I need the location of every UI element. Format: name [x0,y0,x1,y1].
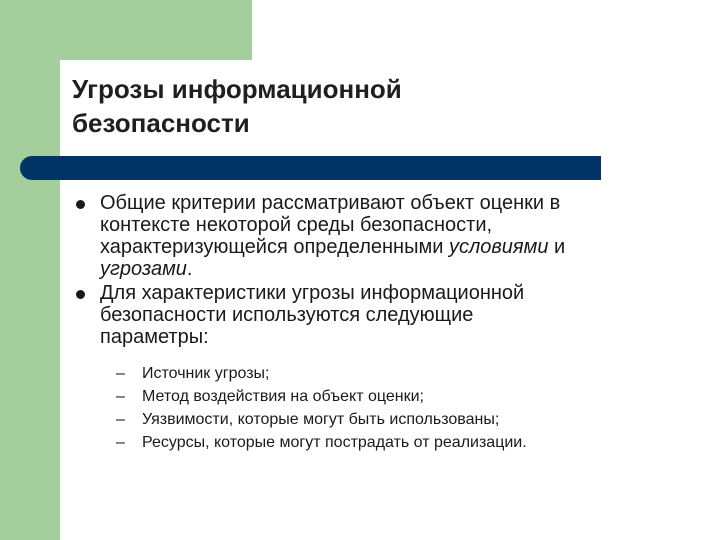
decor-green-left [0,0,60,540]
sub-list-item [116,362,702,385]
dash-icon: – [116,365,125,382]
sub-list-item [116,385,702,408]
emphasis-conditions: условиями [448,236,549,258]
sub-item-text: Уязвимости, которые могут быть использованы; [142,411,500,428]
title-divider-bar [20,156,601,180]
bullet-item-1 [72,192,702,280]
sub-item-text: Метод воздействия на объект оценки; [142,388,424,405]
bullet-1-line-3 [100,236,702,258]
slide-title [72,72,632,140]
bullet-1-line-4-tail: . [186,258,193,280]
bullet-1-line-3-tail: и [548,236,566,258]
bullet-1-line-2: контексте некоторой среды безопасности, [100,214,493,236]
dash-icon: – [116,388,125,405]
title-line-1: Угрозы информационной [72,74,402,104]
emphasis-threats: угрозами [100,258,187,280]
bullet-dot-icon [76,290,85,299]
sub-list [72,362,702,454]
sub-item-text: Ресурсы, которые могут пострадать от реализации. [142,434,527,451]
sub-list-item [116,408,702,431]
bullet-item-2 [72,282,702,348]
bullet-2-line-3: параметры: [100,326,209,348]
bullet-1-line-3-text: характеризующейся определенными [100,236,449,258]
bullet-2-line-2: безопасности используются следующие [100,304,474,326]
slide-content [72,192,702,454]
dash-icon: – [116,434,125,451]
bullet-2-line-1: Для характеристики угрозы информационной [100,282,525,304]
bullet-1-line-1: Общие критерии рассматривают объект оценки в [100,192,561,214]
title-line-2: безопасности [72,108,250,138]
sub-item-text: Источник угрозы; [142,365,270,382]
dash-icon: – [116,411,125,428]
bullet-dot-icon [76,200,85,209]
bullet-1-line-4 [100,258,702,280]
sub-list-item [116,431,702,454]
